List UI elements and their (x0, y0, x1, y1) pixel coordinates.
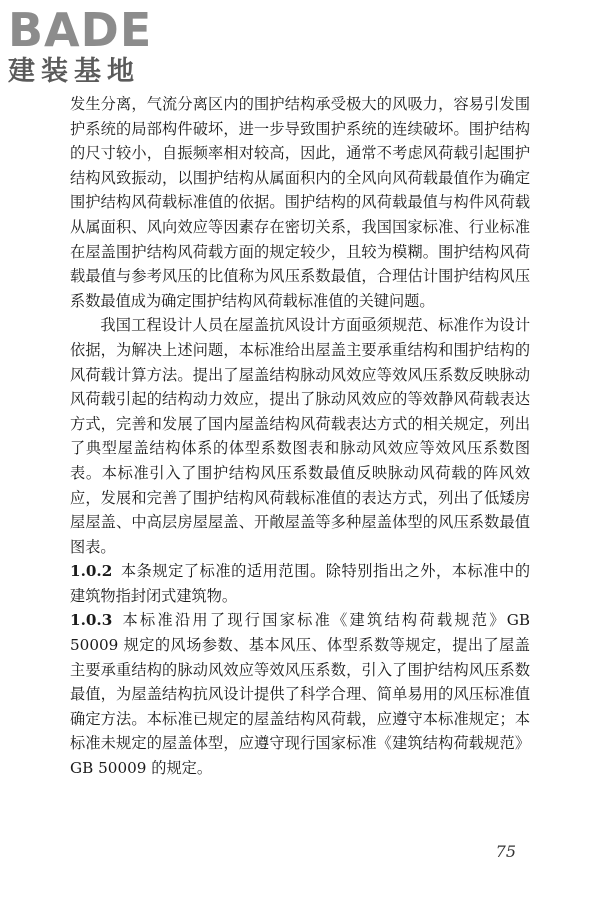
clause-1-0-3 (70, 608, 530, 780)
paragraph-continued: 发生分离，气流分离区内的围护结构承受极大的风吸力，容易引发围护系统的局部构件破坏，进一步导致围护系统的连续破坏。围护结构的尺寸较小，自振频率相对较高，因此，通常不考虑风荷载引起围护结构风致振动，以围护结构从属面积内的全风向风荷载最值作为确定围护结构风荷载标准值的依据。围护结构的风荷载最值与构件风荷载从属面积、风向效应等因素存在密切关系，我国国家标准、行业标准在屋盖围护结构风荷载方面的规定较少，且较为模糊。围护结构风荷载最值与参考风压的比值称为风压系数最值，合理估计围护结构风压系数最值成为确定围护结构风荷载标准值的关键问题。 (70, 95, 530, 310)
page-number: 75 (495, 842, 516, 861)
bade-logo (8, 3, 178, 88)
logo-brand-text: BADE (8, 3, 153, 57)
page-body (70, 92, 530, 781)
clause-number: 1.0.3 (70, 611, 113, 630)
logo-tagline: 建装基地 (8, 56, 140, 87)
clause-number: 1.0.2 (70, 562, 113, 581)
clause-text: 本条规定了标准的适用范围。除特别指出之外，本标准中的建筑物指封闭式建筑物。 (70, 562, 530, 605)
clause-text: 本标准沿用了现行国家标准《建筑结构荷载规范》GB 50009 规定的风场参数、基本风压、体型系数等规定，提出了屋盖主要承重结构的脉动风效应等效风压系数，引入了围护结构风压系数最值，为屋盖结构抗风设计提供了科学合理、简单易用的风压标准值确定方法。本标准已规定的屋盖结构风荷载，应遵守本标准规定；本标准未规定的屋盖体型，应遵守现行国家标准《建筑结构荷载规范》GB 50009 的规定。 (70, 611, 530, 778)
clause-1-0-2 (70, 559, 530, 608)
paragraph-design-basis: 我国工程设计人员在屋盖抗风设计方面亟须规范、标准作为设计依据，为解决上述问题，本标准给出屋盖主要承重结构和围护结构的风荷载计算方法。提出了屋盖结构脉动风效应等效风压系数反映脉动风荷载引起的结构动力效应，提出了脉动风效应的等效静风荷载表达方式，完善和发展了国内屋盖结构风荷载表达方式的相关规定，列出了典型屋盖结构体系的体型系数图表和脉动风效应等效风压系数图表。本标准引入了围护结构风压系数最值反映脉动风荷载的阵风效应，发展和完善了围护结构风荷载标准值的表达方式，列出了低矮房屋屋盖、中高层房屋屋盖、开敞屋盖等多种屋盖体型的风压系数最值图表。 (70, 316, 530, 556)
